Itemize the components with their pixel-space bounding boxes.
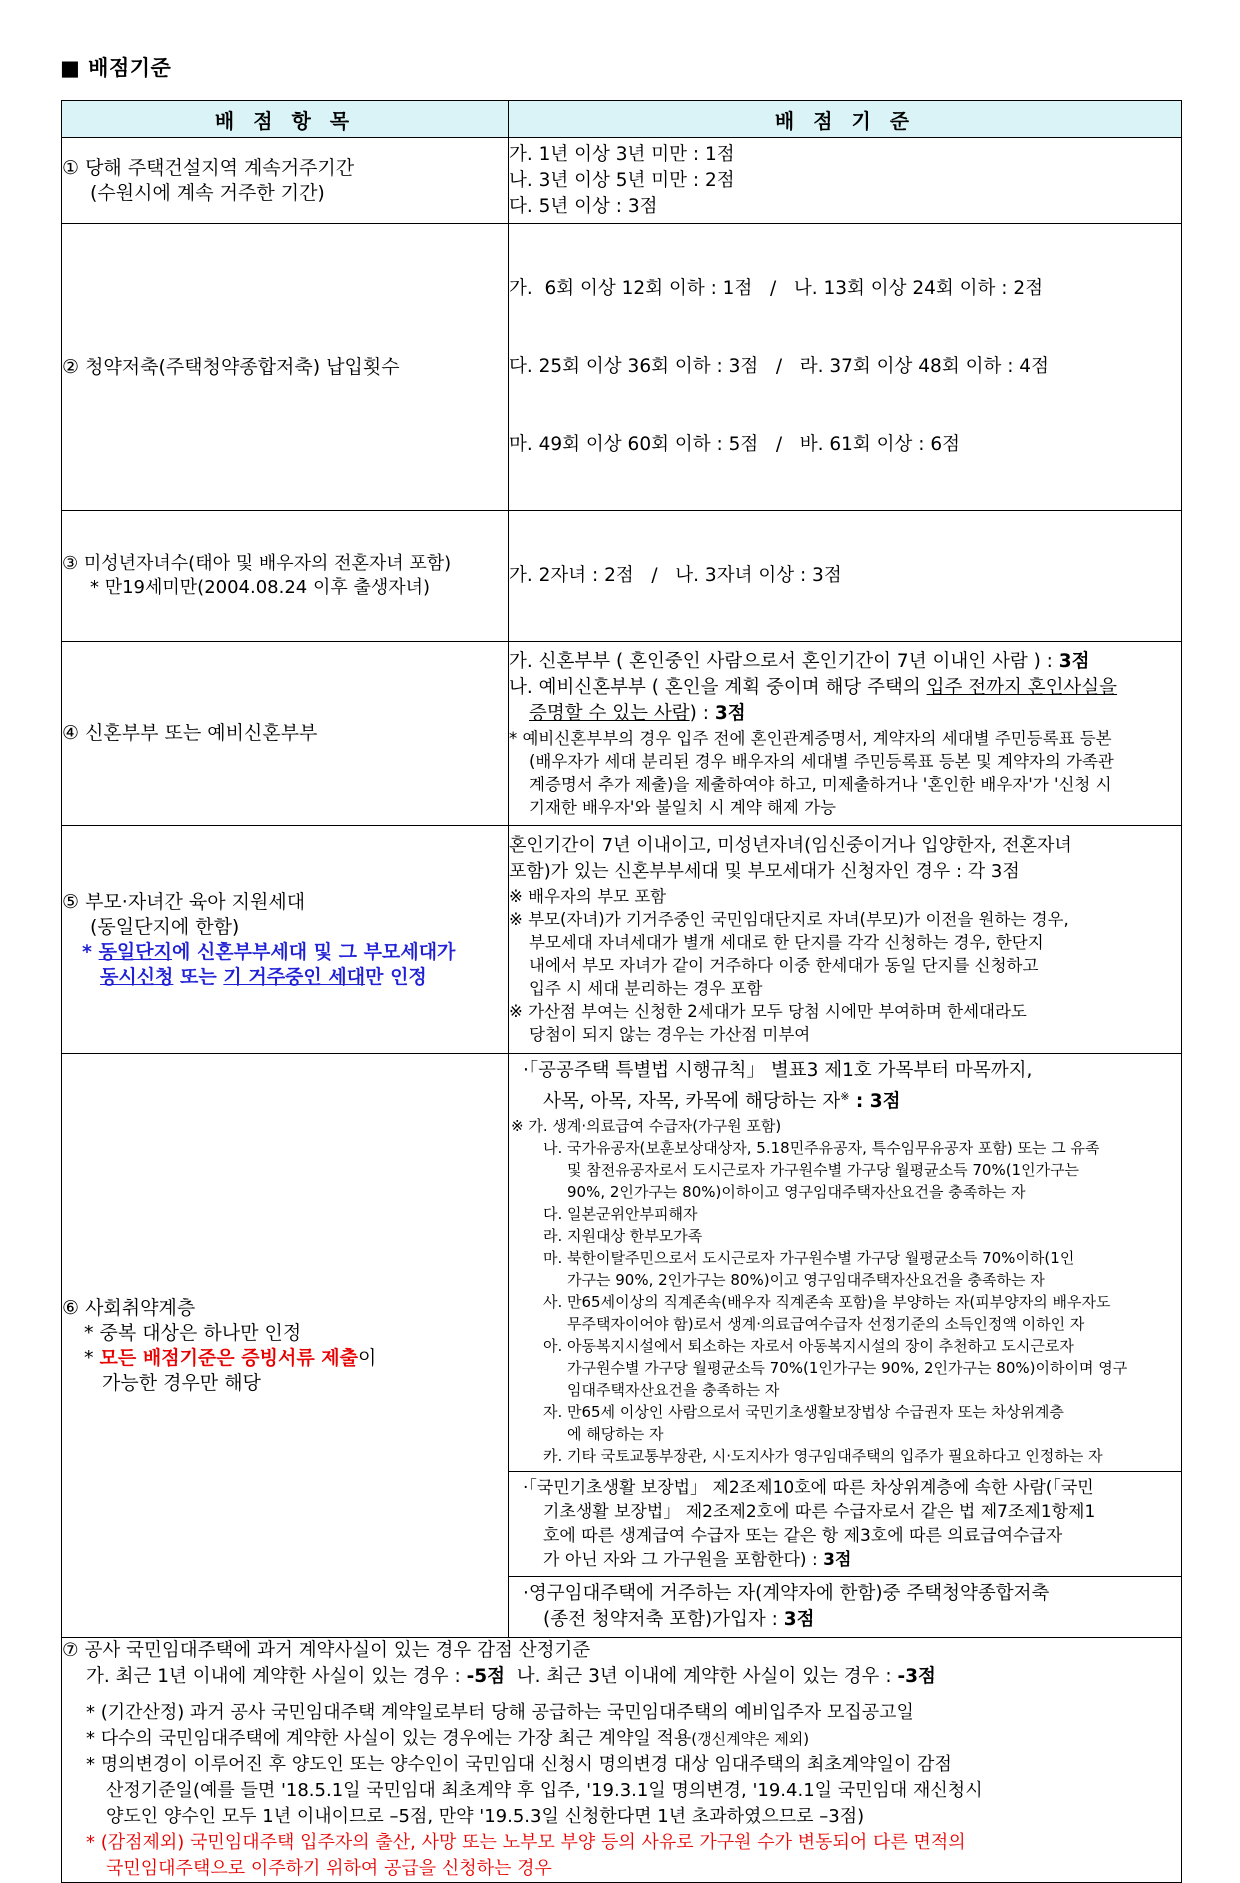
criteria-line: 호에 따른 생계급여 수급자 또는 같은 항 제3호에 따른 의료급여수급자 — [543, 1526, 1063, 1547]
criteria-note: (배우자가 세대 분리된 경우 배우자의 세대별 주민등록표 등본 및 계약자의 가족관 — [529, 751, 1114, 771]
note-text: 만 인정 — [365, 965, 427, 988]
deduction-note: * (기간산정) 과거 공사 국민임대주택 계약일로부터 당해 공급하는 국민임대주택의 예비입주자 모집공고일 — [86, 1702, 914, 1724]
table-row — [62, 1638, 1182, 1883]
header-scoring-criteria: 배 점 기 준 — [509, 101, 1182, 138]
note-bullet: * — [82, 940, 99, 963]
item-note — [62, 940, 508, 965]
score-value: 3점 — [1058, 650, 1090, 672]
header-scoring-item: 배 점 항 목 — [62, 101, 509, 138]
criteria-note: ※ 가산점 부여는 신청한 2세대가 모두 당첨 시에만 부여하며 한세대라도 — [509, 1002, 1027, 1021]
table-row — [62, 642, 1182, 826]
item-title: ⑤ 부모·자녀간 육아 지원세대 — [62, 890, 306, 913]
criteria-subitem: 에 해당하는 자 — [567, 1425, 664, 1444]
criteria-text: 사목, 아목, 자목, 카목에 해당하는 자 — [543, 1091, 841, 1113]
deduction-criteria — [62, 1638, 1182, 1883]
criteria-childcare-support — [509, 826, 1182, 1054]
table-row — [62, 224, 1182, 511]
criteria-minor-children — [509, 511, 1182, 642]
criteria-note: 기재한 배우자'와 불일치 시 계약 해제 가능 — [529, 797, 836, 817]
score-value: 3점 — [823, 1550, 852, 1571]
criteria-subitem: 아. 아동복지시설에서 퇴소하는 자로서 아동복지시설의 장이 추천하고 도시근로자 — [543, 1337, 1074, 1356]
table-row — [62, 511, 1182, 642]
note-underlined: 동일단지 — [98, 940, 172, 963]
deduction-text: 가. 최근 1년 이내에 계약한 사실이 있는 경우 : — [86, 1666, 467, 1688]
deduction-score: -5점 — [466, 1666, 506, 1688]
criteria-underlined: 증명할 수 있는 사람 — [529, 702, 690, 724]
criteria-note: 계증명서 추가 제출)을 제출하여야 하고, 미제출하거나 '혼인한 배우자'가 '신청 시 — [529, 774, 1112, 794]
score-value: 3점 — [783, 1609, 815, 1631]
criteria-subitem: 가구는 90%, 2인가구는 80%)이고 영구임대주택자산요건을 충족하는 자 — [567, 1271, 1045, 1290]
criteria-block-basic-livelihood — [509, 1471, 1181, 1576]
note-text: 에 신혼부부세대 및 그 부모세대가 — [171, 940, 456, 963]
item-title: ② 청약저축(주택청약종합저축) 납입횟수 — [62, 355, 400, 378]
criteria-vulnerable-group — [509, 1054, 1182, 1638]
criteria-text: (종전 청약저축 포함)가입자 : — [543, 1609, 784, 1631]
criteria-note: 부모세대 자녀세대가 별개 세대로 한 단지를 각각 신청하는 경우, 한단지 — [529, 933, 1044, 952]
table-header-row — [62, 101, 1182, 138]
deduction-exemption-note: 국민임대주택으로 이주하기 위하여 공급을 신청하는 경우 — [106, 1858, 552, 1880]
criteria-line: ·영구임대주택에 거주하는 자(계약자에 한함)중 주택청약종합저축 — [523, 1583, 1050, 1605]
criteria-line: 다. 25회 이상 36회 이하 : 3점 / 라. 37회 이상 48회 이하 : 4점 — [509, 356, 1049, 377]
item-note — [62, 965, 508, 990]
criteria-savings-count — [509, 224, 1182, 511]
criteria-text: 나. 예비신혼부부 ( 혼인을 계획 중이며 해당 주택의 — [509, 676, 921, 698]
deduction-line — [62, 1664, 1181, 1690]
criteria-note: 내에서 부모 자녀가 같이 거주하다 이중 한세대가 동일 단지를 신청하고 — [529, 956, 1039, 975]
deduction-note — [62, 1726, 1181, 1752]
item-subtitle: (수원시에 계속 거주한 기간) — [90, 181, 325, 204]
criteria-subitem: 및 참전유공자로서 도시근로자 가구원수별 가구당 월평균소득 70%(1인가구는 — [567, 1161, 1080, 1180]
deduction-title: ⑦ 공사 국민임대주택에 과거 계약사실이 있는 경우 감점 산정기준 — [62, 1640, 591, 1662]
deduction-note: 양도인 양수인 모두 1년 이내이므로 –5점, 만약 '19.5.3일 신청한다면 1년 초과하였으므로 –3점) — [106, 1806, 865, 1828]
criteria-block-special-act — [509, 1054, 1181, 1471]
item-title: ③ 미성년자녀수(태아 및 배우자의 전혼자녀 포함) — [62, 553, 452, 574]
criteria-line — [523, 1084, 1175, 1115]
note-highlight: 모든 배점기준은 증빙서류 제출 — [99, 1346, 358, 1369]
criteria-subitem: 라. 지원대상 한부모가족 — [543, 1227, 703, 1246]
criteria-subitem: 가구원수별 가구당 월평균소득 70%(1인가구는 90%, 2인가구는 80%)이하이며 영구 — [567, 1359, 1128, 1378]
scoring-table — [61, 100, 1182, 1883]
criteria-newlywed — [509, 642, 1182, 826]
deduction-exemption-note: * (감점제외) 국민임대주택 입주자의 출산, 사망 또는 노부모 부양 등의 사유로 가구원 수가 변동되어 다른 면적의 — [86, 1832, 966, 1854]
criteria-line: 가. 1년 이상 3년 미만 : 1점 — [509, 143, 735, 165]
deduction-note: * 명의변경이 이루어진 후 양도인 또는 양수인이 국민임대 신청시 명의변경 대상 임대주택의 최초계약일이 감점 — [86, 1754, 952, 1776]
item-newlywed — [62, 642, 509, 826]
deduction-score: -3점 — [897, 1666, 936, 1688]
deduction-note: 산정기준일(예를 들면 '18.5.1일 국민임대 최초계약 후 입주, '19.3.1일 명의변경, '19.4.1일 국민임대 재신청시 — [106, 1780, 983, 1802]
criteria-residence-period — [509, 138, 1182, 224]
score-value: : 3점 — [849, 1091, 901, 1113]
criteria-line: 혼인기간이 7년 이내이고, 미성년자녀(임신중이거나 입양한자, 전혼자녀 — [509, 835, 1072, 856]
criteria-subitem: 90%, 2인가구는 80%)이하이고 영구임대주택자산요건을 충족하는 자 — [567, 1183, 1026, 1202]
note-text: 이 — [358, 1346, 377, 1369]
criteria-line — [509, 649, 1181, 675]
note-text: * 다수의 국민임대주택에 계약한 사실이 있는 경우에는 가장 최근 계약일 적용 — [86, 1728, 692, 1750]
criteria-line: 기초생활 보장법」 제2조제2호에 따른 수급자로서 같은 법 제7조제1항제1 — [543, 1502, 1096, 1523]
criteria-subitem: 마. 북한이탈주민으로서 도시근로자 가구원수별 가구당 월평균소득 70%이하(1인 — [543, 1249, 1075, 1268]
note-underlined: 동시신청 — [100, 965, 174, 988]
criteria-subitem: 무주택자이어야 함)로서 생계·의료급여수급자 선정기준의 소득인정액 이하인 자 — [567, 1315, 1085, 1334]
criteria-subitem: 나. 국가유공자(보훈보상대상자, 5.18민주유공자, 특수임무유공자 포함) 또는 그 유족 — [543, 1139, 1100, 1158]
criteria-text: 가 아닌 자와 그 가구원을 포함한다) : — [543, 1550, 824, 1571]
criteria-text: ) : — [689, 702, 715, 724]
table-row — [62, 1054, 1182, 1638]
page-title: ■ 배점기준 — [60, 56, 172, 80]
item-note: * 중복 대상은 하나만 인정 — [84, 1321, 302, 1344]
criteria-note: ※ 부모(자녀)가 기거주중인 국민임대단지로 자녀(부모)가 이전을 원하는 경우, — [509, 910, 1069, 929]
criteria-line — [523, 1607, 1175, 1633]
item-vulnerable-group — [62, 1054, 509, 1638]
criteria-underlined: 입주 전까지 혼인사실을 — [926, 676, 1118, 698]
note-text: 또는 — [173, 965, 224, 988]
score-value: 3점 — [714, 702, 746, 724]
deduction-text: 나. 최근 3년 이내에 계약한 사실이 있는 경우 : — [505, 1666, 898, 1688]
item-note: 가능한 경우만 해당 — [102, 1371, 261, 1394]
criteria-line — [523, 1548, 1175, 1572]
item-subtitle: * 만19세미만(2004.08.24 이후 출생자녀) — [90, 577, 431, 598]
criteria-subitem: 자. 만65세 이상인 사람으로서 국민기초생활보장법상 수급권자 또는 차상위계층 — [543, 1403, 1064, 1422]
criteria-line — [509, 701, 1181, 727]
criteria-line: 포함)가 있는 신혼부부세대 및 부모세대가 신청자인 경우 : 각 3점 — [509, 861, 1020, 882]
item-title: ⑥ 사회취약계층 — [62, 1296, 196, 1319]
criteria-line: ·「국민기초생활 보장법」 제2조제10호에 따른 차상위계층에 속한 사람(「국민 — [523, 1478, 1094, 1499]
table-row — [62, 138, 1182, 224]
table-row — [62, 826, 1182, 1054]
criteria-note: * 예비신혼부부의 경우 입주 전에 혼인관계증명서, 계약자의 세대별 주민등록표 등본 — [509, 728, 1112, 748]
criteria-text: 가. 신혼부부 ( 혼인중인 사람으로서 혼인기간이 7년 이내인 사람 ) : — [509, 650, 1059, 672]
criteria-note: ※ 배우자의 부모 포함 — [509, 887, 667, 906]
criteria-subitem: ※ 가. 생계·의료급여 수급자(가구원 포함) — [511, 1117, 782, 1136]
criteria-subitem: 카. 기타 국토교통부장관, 시·도지사가 영구임대주택의 입주가 필요하다고 인정하는 자 — [543, 1447, 1103, 1466]
item-minor-children — [62, 511, 509, 642]
criteria-line: 나. 3년 이상 5년 미만 : 2점 — [509, 169, 735, 191]
criteria-subitem: 임대주택자산요건을 충족하는 자 — [567, 1381, 780, 1400]
note-bullet: * — [84, 1346, 100, 1369]
criteria-subitem: 다. 일본군위안부피해자 — [543, 1205, 698, 1224]
criteria-line — [509, 675, 1181, 701]
footnote-mark: ※ — [840, 1090, 850, 1103]
criteria-line: 다. 5년 이상 : 3점 — [509, 195, 658, 217]
criteria-line: 마. 49회 이상 60회 이하 : 5점 / 바. 61회 이상 : 6점 — [509, 434, 961, 455]
item-residence-period — [62, 138, 509, 224]
item-childcare-support — [62, 826, 509, 1054]
note-text-small: (갱신계약은 제외) — [691, 1730, 810, 1749]
criteria-note: 입주 시 세대 분리하는 경우 포함 — [529, 979, 763, 998]
criteria-line: 가. 2자녀 : 2점 / 나. 3자녀 이상 : 3점 — [509, 565, 842, 586]
criteria-block-permanent-rental — [509, 1576, 1181, 1637]
item-note — [62, 1346, 508, 1371]
item-subtitle: (동일단지에 한함) — [90, 915, 240, 938]
item-title: ① 당해 주택건설지역 계속거주기간 — [62, 156, 355, 179]
criteria-line: ·「공공주택 특별법 시행규칙」 별표3 제1호 가목부터 마목까지, — [523, 1060, 1033, 1081]
item-title: ④ 신혼부부 또는 예비신혼부부 — [62, 722, 318, 744]
criteria-line: 가. 6회 이상 12회 이하 : 1점 / 나. 13회 이상 24회 이하 : 2점 — [509, 278, 1044, 299]
criteria-subitem: 사. 만65세이상의 직계존속(배우자 직계존속 포함)을 부양하는 자(피부양자의 배우자도 — [543, 1293, 1111, 1312]
item-savings-count — [62, 224, 509, 511]
criteria-note: 당첨이 되지 않는 경우는 가산점 미부여 — [529, 1025, 811, 1044]
note-underlined: 기 거주중인 세대 — [223, 965, 366, 988]
